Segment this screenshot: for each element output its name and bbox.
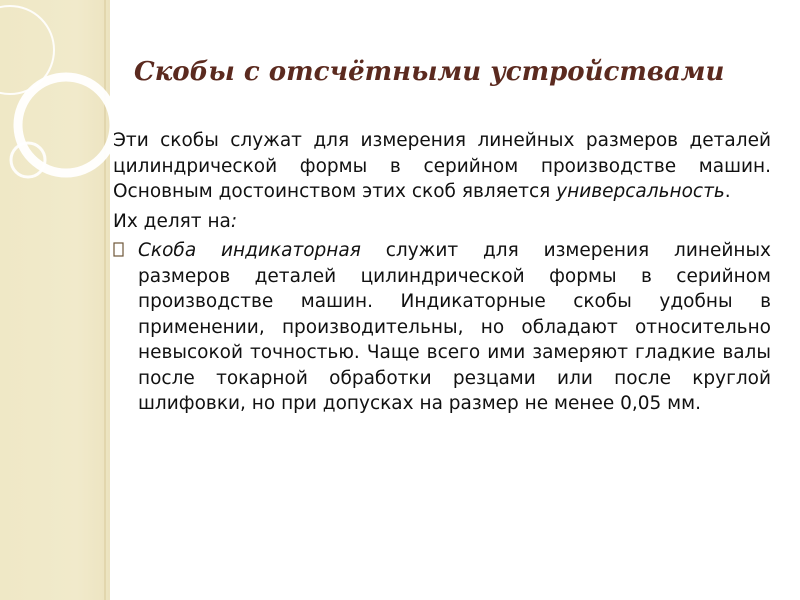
bullet-item	[113, 238, 771, 417]
bullet-emphasis: Скоба индикаторная	[138, 240, 361, 261]
intro-text: Эти скобы служат для измерения линейных размеров деталей цилиндрической формы в серийном производстве машин. Основным достоинством этих скоб является	[113, 130, 771, 202]
bullet-text: служит для измерения линейных размеров деталей цилиндрической формы в серийном производстве машин. Индикаторные скобы удобны в применении, производительны, но обладают относительно невысокой точностью. Чаще всего ими замеряют гладкие валы после токарной обработки резцами или после круглой шлифовки, но при допусках на размер не менее 0,05 мм.	[138, 240, 771, 414]
lead-paragraph	[113, 209, 771, 235]
decorative-circles	[0, 0, 110, 600]
lead-colon: :	[230, 210, 238, 232]
intro-emphasis: универсальность	[556, 181, 725, 202]
decorative-ring-large	[18, 77, 110, 173]
intro-end: .	[724, 181, 731, 202]
lead-text: Их делят на	[113, 210, 231, 232]
slide-body	[113, 128, 771, 421]
bullet-icon	[113, 241, 125, 259]
intro-paragraph	[113, 128, 771, 205]
slide-title: Скобы с отсчётными устройствами	[134, 57, 725, 87]
